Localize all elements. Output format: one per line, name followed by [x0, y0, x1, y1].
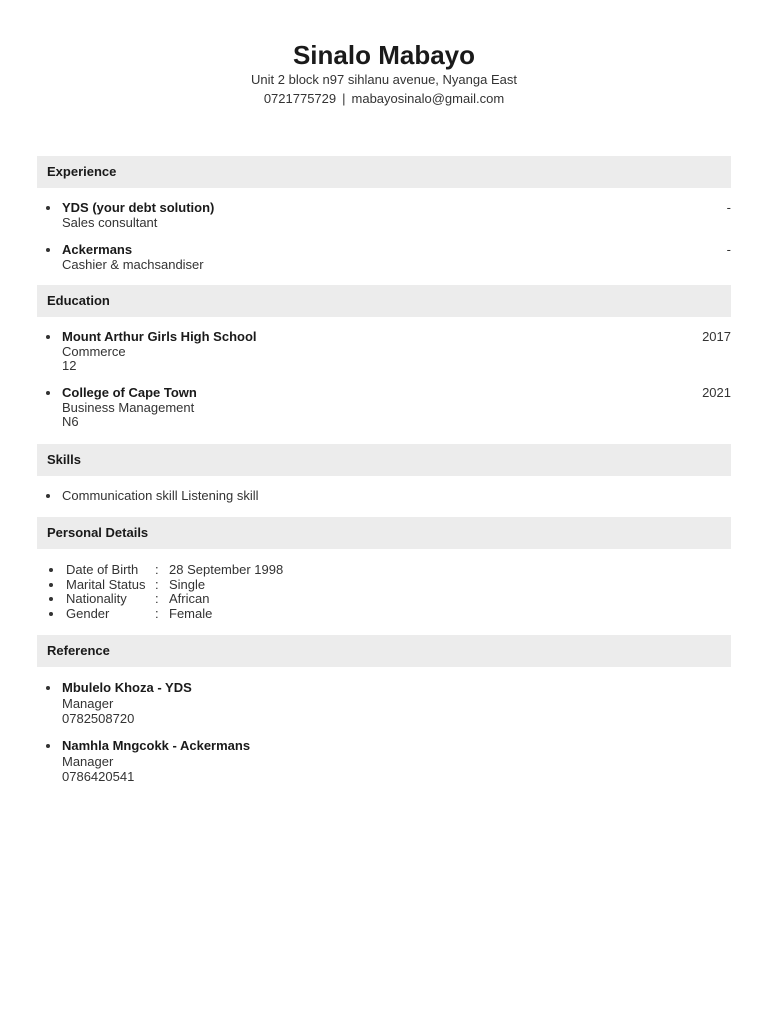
reference-phone: 0782508720	[62, 711, 135, 726]
experience-company: Ackermans	[62, 242, 133, 257]
detail-label: Marital Status	[66, 577, 146, 592]
skills-text: Communication skill Listening skill	[62, 488, 259, 503]
detail-value: African	[169, 591, 210, 606]
experience-heading: Experience	[37, 156, 731, 188]
experience-date: -	[726, 242, 731, 257]
education-school: Mount Arthur Girls High School	[62, 329, 257, 344]
reference-name: Mbulelo Khoza - YDS	[62, 680, 192, 695]
resume-header	[0, 0, 768, 108]
experience-role: Sales consultant	[62, 215, 158, 230]
detail-label: Nationality	[66, 591, 127, 606]
detail-colon: :	[155, 577, 159, 592]
reference-role: Manager	[62, 754, 114, 769]
education-level: N6	[62, 414, 79, 429]
bullet	[46, 248, 50, 252]
detail-value: Single	[169, 577, 206, 592]
detail-colon: :	[155, 606, 159, 621]
education-year: 2021	[702, 385, 731, 400]
skills-heading: Skills	[37, 444, 731, 476]
personal-detail-row	[37, 562, 731, 577]
candidate-name: Sinalo Mabayo	[292, 40, 476, 70]
detail-colon: :	[155, 591, 159, 606]
personal-details-heading: Personal Details	[37, 517, 731, 549]
education-level: 12	[62, 358, 77, 373]
bullet	[46, 686, 50, 690]
detail-value: 28 September 1998	[169, 562, 284, 577]
reference-role: Manager	[62, 696, 114, 711]
personal-detail-row	[37, 577, 731, 592]
personal-detail-row	[37, 591, 731, 606]
education-heading: Education	[37, 285, 731, 317]
bullet	[46, 494, 50, 498]
contact-line	[0, 89, 768, 108]
education-year: 2017	[702, 329, 731, 344]
education-field: Business Management	[62, 400, 195, 415]
detail-label: Date of Birth	[66, 562, 139, 577]
bullet	[46, 391, 50, 395]
bullet	[46, 335, 50, 339]
bullet	[46, 206, 50, 210]
bullet	[49, 612, 53, 616]
detail-label: Gender	[66, 606, 110, 621]
reference-name: Namhla Mngcokk - Ackermans	[62, 738, 251, 753]
personal-detail-row	[37, 606, 731, 621]
detail-colon: :	[155, 562, 159, 577]
contact-separator: |	[342, 91, 346, 106]
education-field: Commerce	[62, 344, 126, 359]
reference-heading: Reference	[37, 635, 731, 667]
reference-phone: 0786420541	[62, 769, 135, 784]
bullet	[49, 568, 53, 572]
experience-date: -	[726, 200, 731, 215]
experience-role: Cashier & machsandiser	[62, 257, 204, 272]
experience-company: YDS (your debt solution)	[62, 200, 215, 215]
bullet	[46, 744, 50, 748]
education-school: College of Cape Town	[62, 385, 197, 400]
bullet	[49, 597, 53, 601]
candidate-phone: 0721775729	[263, 91, 337, 106]
detail-value: Female	[169, 606, 213, 621]
candidate-address: Unit 2 block n97 sihlanu avenue, Nyanga East	[251, 72, 517, 87]
bullet	[49, 583, 53, 587]
candidate-email: mabayosinalo@gmail.com	[351, 91, 505, 106]
